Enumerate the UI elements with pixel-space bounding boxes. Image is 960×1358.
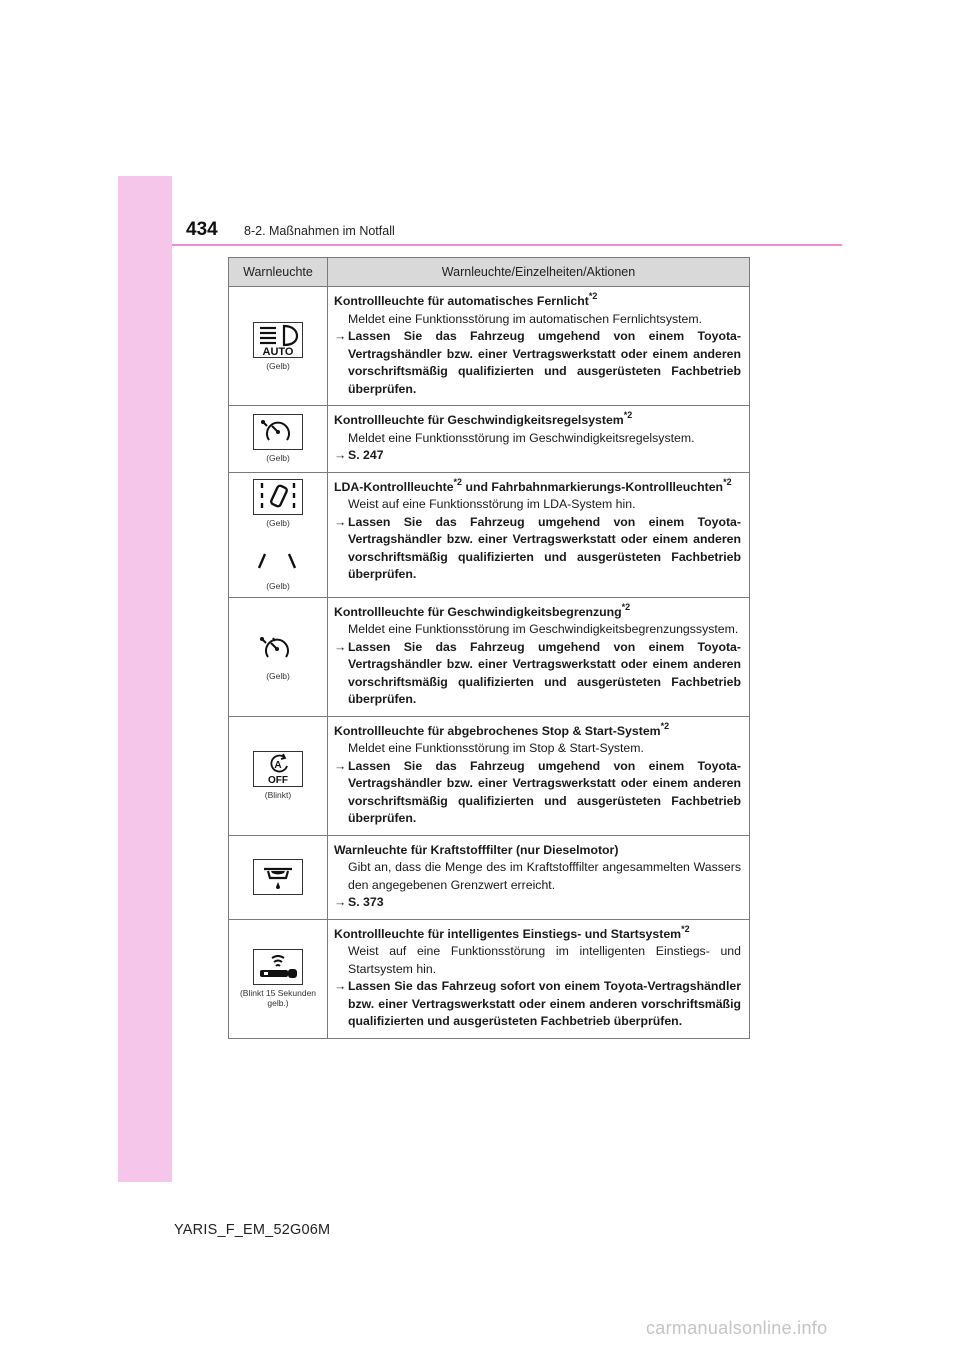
- row-action: → Lassen Sie das Fahrzeug umgehend von einem Toyota-Vertragshändler bzw. einer Vertragswerkstatt oder einem anderen vorschriftsmäßig qualifizierten und ausgerüsteten Fachbetrieb überprüfen.: [334, 329, 741, 396]
- smart-entry-key-icon: [253, 949, 303, 985]
- icon-caption: (Gelb): [266, 360, 290, 371]
- svg-text:OFF: OFF: [268, 775, 288, 786]
- row-action: → S. 373: [334, 895, 384, 909]
- document-code: YARIS_F_EM_52G06M: [174, 1222, 331, 1238]
- row-detail: Meldet eine Funktionsstörung im Geschwindigkeitsregelsystem.: [348, 430, 695, 445]
- description-cell: [328, 287, 750, 406]
- icon-caption: (Gelb): [266, 517, 290, 528]
- icon-cell: [229, 835, 328, 919]
- cruise-control-icon: [253, 414, 303, 450]
- watermark: carmanualsonline.info: [646, 1318, 828, 1338]
- table-header-row: [229, 258, 750, 287]
- row-action: → Lassen Sie das Fahrzeug umgehend von einem Toyota-Vertragshändler bzw. einer Vertragswerkstatt oder einem anderen vorschriftsmäßig qualifizierten und ausgerüsteten Fachbetrieb überprüfen.: [334, 758, 741, 825]
- row-title: Kontrollleuchte für Geschwindigkeitsbegrenzung$^{*2}$: [334, 601, 631, 619]
- icon-caption: (Blinkt 15 Sekunden gelb.): [239, 988, 317, 1008]
- row-title: Kontrollleuchte für abgebrochenes Stop & Start-System$^{*2}$: [334, 720, 670, 738]
- section-title: 8-2. Maßnahmen im Notfall: [244, 224, 395, 238]
- row-detail: Gibt an, dass die Menge des im Kraftstofffilter angesammelten Wassers den angegebenen Grenzwert erreicht.: [348, 860, 741, 892]
- column-header-details: Warnleuchte/Einzelheiten/Aktionen: [328, 258, 750, 287]
- row-action: → Lassen Sie das Fahrzeug sofort von einem Toyota-Vertragshändler bzw. einer Vertragswerkstatt oder einem anderen vorschriftsmäßig qualifizierten und ausgerüsteten Fachbetrieb überprüfen.: [334, 979, 741, 1028]
- icon-cell: [229, 597, 328, 716]
- icon-caption: (Blinkt): [264, 790, 292, 800]
- icon-cell: [229, 716, 328, 835]
- row-title: LDA-Kontrollleuchte$^{*2}$ und Fahrbahnmarkierungs-Kontrollleuchten$^{*2}$: [334, 476, 732, 494]
- table-row: [229, 287, 750, 406]
- row-action: → Lassen Sie das Fahrzeug umgehend von einem Toyota-Vertragshändler bzw. einer Vertragswerkstatt oder einem anderen vorschriftsmäßig qualifizierten und ausgerüsteten Fachbetrieb überprüfen.: [334, 639, 741, 706]
- icon-cell: [229, 287, 328, 406]
- icon-cell: [229, 472, 328, 597]
- table-row: [229, 406, 750, 473]
- auto-high-beam-icon: [253, 322, 303, 358]
- table-row: [229, 716, 750, 835]
- speed-limiter-icon: [253, 632, 303, 668]
- icon-caption: (Gelb): [266, 671, 290, 681]
- lda-icon: [253, 479, 303, 515]
- description-cell: [328, 919, 750, 1038]
- icon-cell: [229, 919, 328, 1038]
- table-row: [229, 597, 750, 716]
- row-detail: Weist auf eine Funktionsstörung im LDA-System hin.: [348, 497, 636, 511]
- icon-cell: [229, 406, 328, 473]
- column-header-warnleuchte: Warnleuchte: [229, 258, 328, 287]
- svg-text:A: A: [274, 760, 282, 771]
- row-title: Warnleuchte für Kraftstofffilter (nur Dieselmotor): [334, 842, 619, 857]
- description-cell: [328, 835, 750, 919]
- description-cell: [328, 716, 750, 835]
- description-cell: [328, 597, 750, 716]
- stop-start-off-icon: [253, 751, 303, 787]
- description-cell: [328, 406, 750, 473]
- row-detail: Meldet eine Funktionsstörung im automatischen Fernlichtsystem.: [348, 311, 703, 326]
- svg-text:AUTO: AUTO: [262, 345, 294, 357]
- description-cell: [328, 472, 750, 597]
- warning-light-table: [228, 257, 750, 1039]
- row-title: Kontrollleuchte für intelligentes Einstiegs- und Startsystem$^{*2}$: [334, 923, 690, 941]
- row-action: → S. 247: [334, 448, 384, 462]
- page-number: 434: [186, 219, 218, 240]
- table-row: [229, 919, 750, 1038]
- table-row: [229, 472, 750, 597]
- fuel-filter-icon: [253, 859, 303, 895]
- side-tab-band: [118, 176, 172, 1182]
- table-row: [229, 835, 750, 919]
- row-title: Kontrollleuchte für automatisches Fernlicht$^{*2}$: [334, 291, 598, 308]
- icon-caption: (Gelb): [266, 453, 290, 464]
- lane-markings-icon: [253, 542, 303, 578]
- row-action: → Lassen Sie das Fahrzeug umgehend von einem Toyota-Vertragshändler bzw. einer Vertragswerkstatt oder einem anderen vorschriftsmäßig qualifizierten und ausgerüsteten Fachbetrieb überprüfen.: [334, 514, 741, 581]
- row-detail: Meldet eine Funktionsstörung im Stop & Start-System.: [348, 741, 644, 755]
- icon-caption: (Gelb): [266, 580, 290, 591]
- row-detail: Weist auf eine Funktionsstörung im intelligenten Einstiegs- und Startsystem hin.: [348, 944, 741, 976]
- row-title: Kontrollleuchte für Geschwindigkeitsregelsystem$^{*2}$: [334, 410, 633, 427]
- header-divider: [172, 244, 842, 246]
- row-detail: Meldet eine Funktionsstörung im Geschwindigkeitsbegrenzungssystem.: [348, 622, 739, 636]
